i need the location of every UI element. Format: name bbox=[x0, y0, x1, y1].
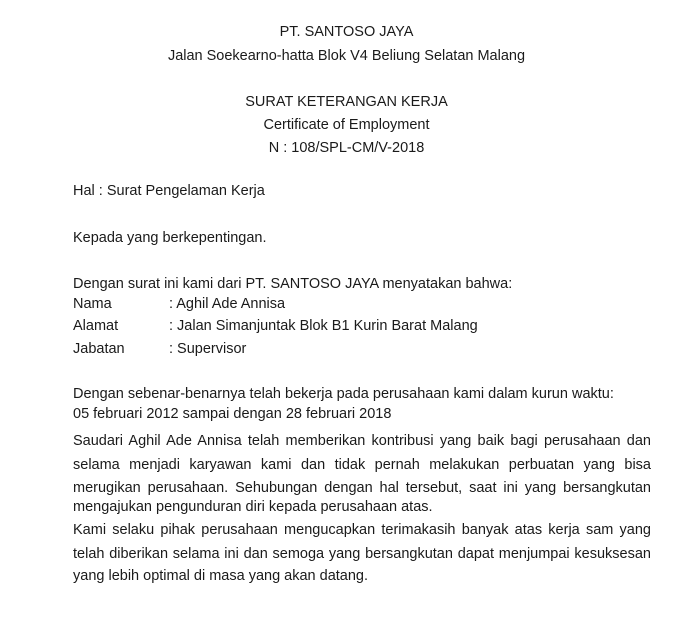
employment-period: 05 februari 2012 sampai dengan 28 februari 2018 bbox=[73, 406, 392, 422]
greeting: Kepada yang berkepentingan. bbox=[73, 230, 267, 246]
paragraph-line-last: yang lebih optimal di masa yang akan datang. bbox=[73, 568, 369, 584]
period-intro: Dengan sebenar-benarnya telah bekerja pada perusahaan kami dalam kurun waktu: bbox=[73, 386, 614, 402]
field-value-position: : Supervisor bbox=[169, 341, 247, 357]
document-subtitle: Certificate of Employment bbox=[263, 117, 430, 133]
paragraph-line-last: mengajukan pengunduran diri kepada perusahaan atas. bbox=[73, 499, 433, 515]
field-label-position: Jabatan bbox=[73, 341, 125, 357]
document-title: SURAT KETERANGAN KERJA bbox=[245, 94, 448, 110]
field-label-address: Alamat bbox=[73, 318, 119, 334]
company-name: PT. SANTOSO JAYA bbox=[279, 24, 414, 40]
paragraph-thanks bbox=[73, 518, 651, 566]
document-number: N : 108/SPL-CM/V-2018 bbox=[268, 140, 425, 156]
field-label-name: Nama bbox=[73, 296, 112, 312]
field-value-address: : Jalan Simanjuntak Blok B1 Kurin Barat Malang bbox=[169, 318, 478, 334]
paragraph-line: Kami selaku pihak perusahaan mengucapkan terimakasih banyak atas kerja sam yang bbox=[73, 522, 651, 538]
paragraph-line: telah diberikan selama ini dan semoga yang bersangkutan dapat menjumpai kesuksesan bbox=[73, 546, 651, 562]
field-value-name: : Aghil Ade Annisa bbox=[169, 296, 286, 312]
paragraph-line: Saudari Aghil Ade Annisa telah memberikan kontribusi yang baik bagi perusahaan dan bbox=[73, 433, 651, 449]
subject-line: Hal : Surat Pengelaman Kerja bbox=[73, 183, 265, 199]
company-address: Jalan Soekearno-hatta Blok V4 Beliung Selatan Malang bbox=[167, 48, 526, 64]
paragraph-line: merugikan perusahaan. Sehubungan dengan hal tersebut, saat ini yang bersangkutan bbox=[73, 480, 651, 496]
paragraph-line: selama menjadi karyawan kami dan tidak pernah melakukan perbuatan yang bisa bbox=[73, 457, 651, 473]
intro-statement: Dengan surat ini kami dari PT. SANTOSO JAYA menyatakan bahwa: bbox=[73, 276, 513, 292]
paragraph-contribution bbox=[73, 429, 651, 500]
